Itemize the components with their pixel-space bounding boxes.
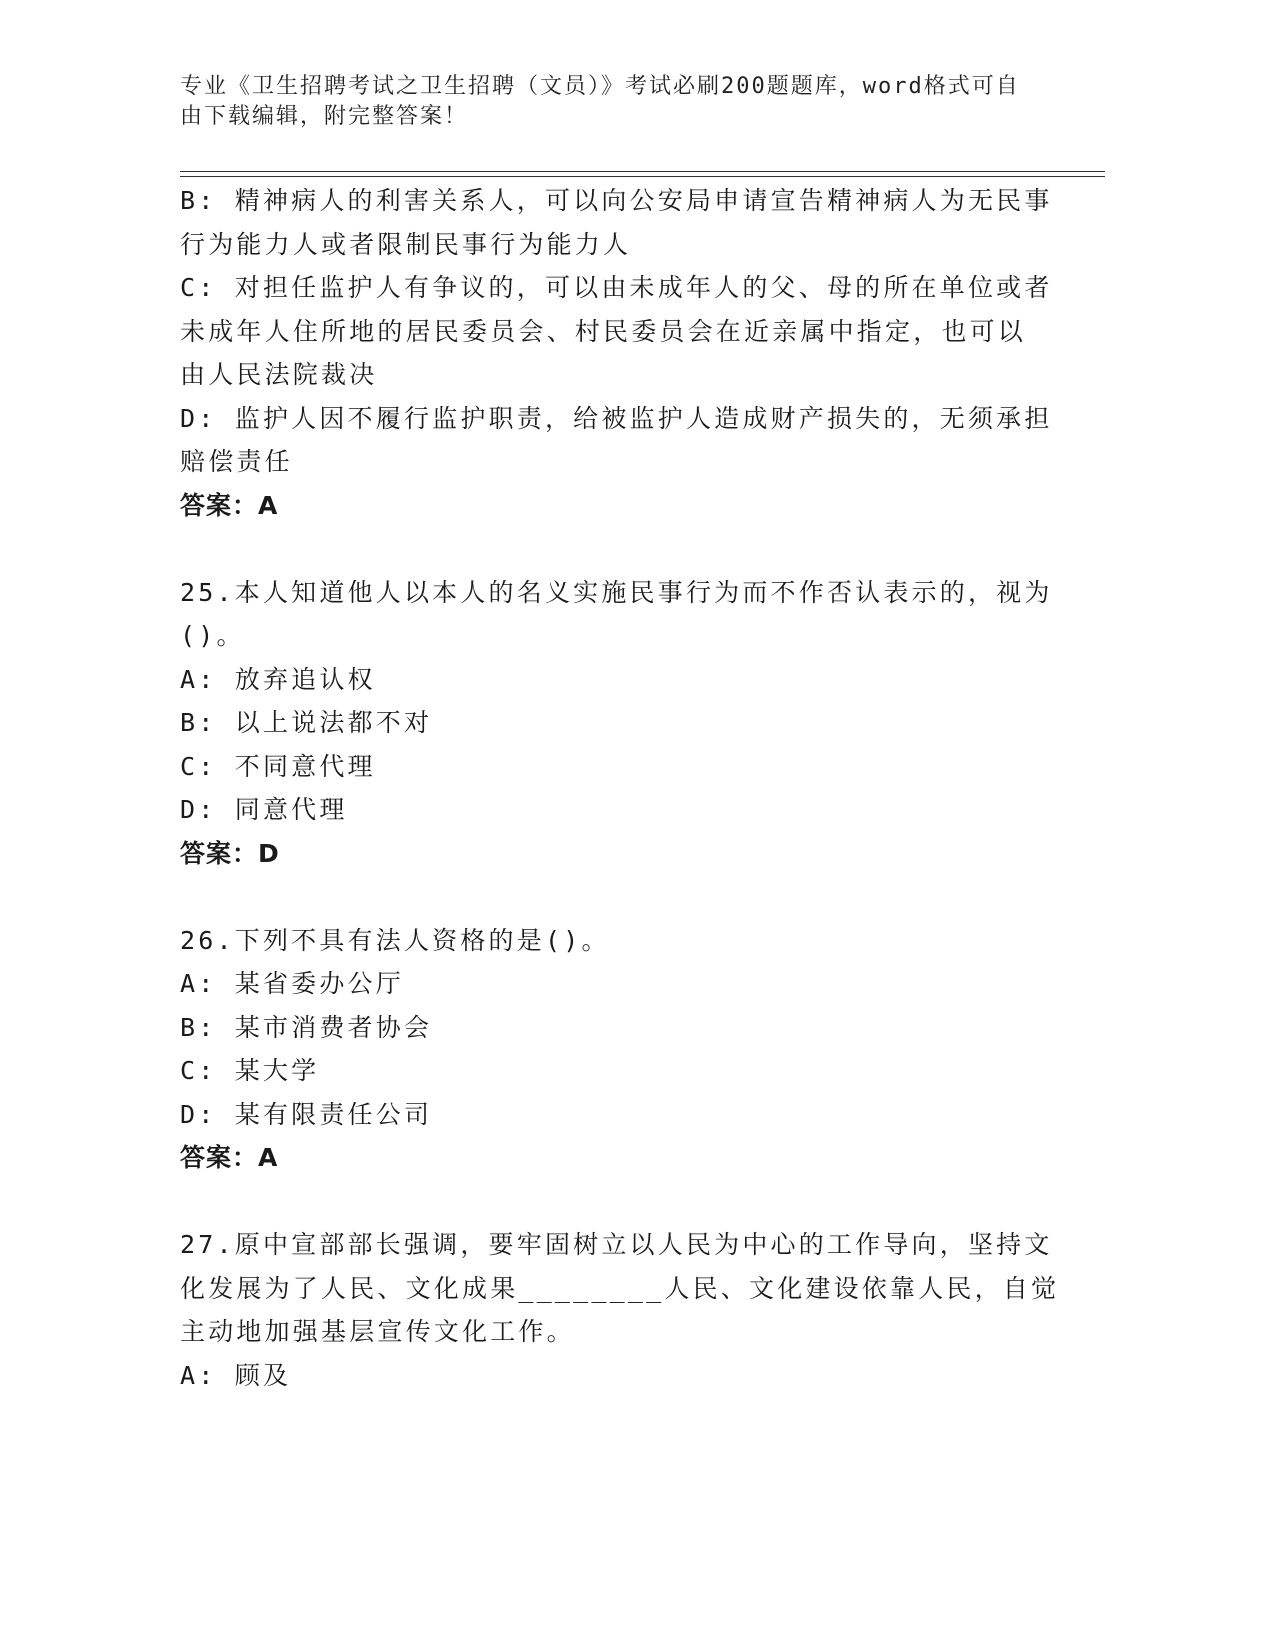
spacer	[180, 875, 1080, 919]
option-d-line-2: 赔偿责任	[180, 447, 293, 476]
option-c-line-3: 由人民法院裁决	[180, 360, 378, 389]
question-26-block	[180, 919, 1080, 1180]
header-line-2: 由下载编辑，附完整答案！	[180, 104, 469, 129]
option-c-line-2: 未成年人住所地的居民委员会、村民委员会在近亲属中指定，也可以	[180, 316, 1027, 346]
answer-label: 答案：A	[180, 490, 279, 520]
question-27-stem-line-3: 主动地加强基层宣传文化工作。	[180, 1317, 575, 1346]
question-27-block	[180, 1223, 1080, 1397]
question-25-option-d: D: 同意代理	[180, 795, 348, 824]
question-26-option-b: B: 某市消费者协会	[180, 1012, 433, 1042]
option-d-line-1: D: 监护人因不履行监护职责，给被监护人造成财产损失的，无须承担	[180, 403, 1053, 433]
spacer	[180, 1180, 1080, 1224]
document-header	[180, 72, 1060, 132]
question-26-option-a: A: 某省委办公厅	[180, 969, 404, 998]
question-25-block	[180, 571, 1080, 876]
header-divider-top	[180, 171, 1105, 172]
question-27-stem-line-2: 化发展为了人民、文化成果________人民、文化建设依靠人民，自觉	[180, 1273, 1060, 1303]
header-line-1: 专业《卫生招聘考试之卫生招聘（文员）》考试必刷200题题库，word格式可自	[180, 74, 1020, 99]
question-25-answer: 答案：D	[180, 838, 280, 868]
option-b-line-2: 行为能力人或者限制民事行为能力人	[180, 229, 632, 259]
document-body	[180, 179, 1080, 1397]
question-25-option-c: C: 不同意代理	[180, 751, 376, 781]
question-25-option-a: A: 放弃追认权	[180, 664, 376, 694]
question-26-option-d: D: 某有限责任公司	[180, 1099, 433, 1129]
question-26-option-c: C: 某大学	[180, 1056, 320, 1085]
question-27-option-a: A: 顾及	[180, 1360, 292, 1390]
question-25-option-b: B: 以上说法都不对	[180, 708, 433, 737]
option-b-line-1: B: 精神病人的利害关系人，可以向公安局申请宣告精神病人为无民事	[180, 186, 1053, 215]
question-26-answer: 答案：A	[180, 1143, 279, 1172]
question-25-stem-line-2: ()。	[180, 621, 245, 650]
option-c-line-1: C: 对担任监护人有争议的，可以由未成年人的父、母的所在单位或者	[180, 273, 1053, 302]
spacer	[180, 527, 1080, 571]
header-divider-bottom	[180, 176, 1105, 177]
prev-question-block	[180, 179, 1080, 527]
question-25-stem-line-1: 25.本人知道他人以本人的名义实施民事行为而不作否认表示的，视为	[180, 577, 1053, 607]
question-27-stem-line-1: 27.原中宣部部长强调，要牢固树立以人民为中心的工作导向，坚持文	[180, 1230, 1053, 1259]
question-26-stem: 26.下列不具有法人资格的是()。	[180, 925, 610, 955]
